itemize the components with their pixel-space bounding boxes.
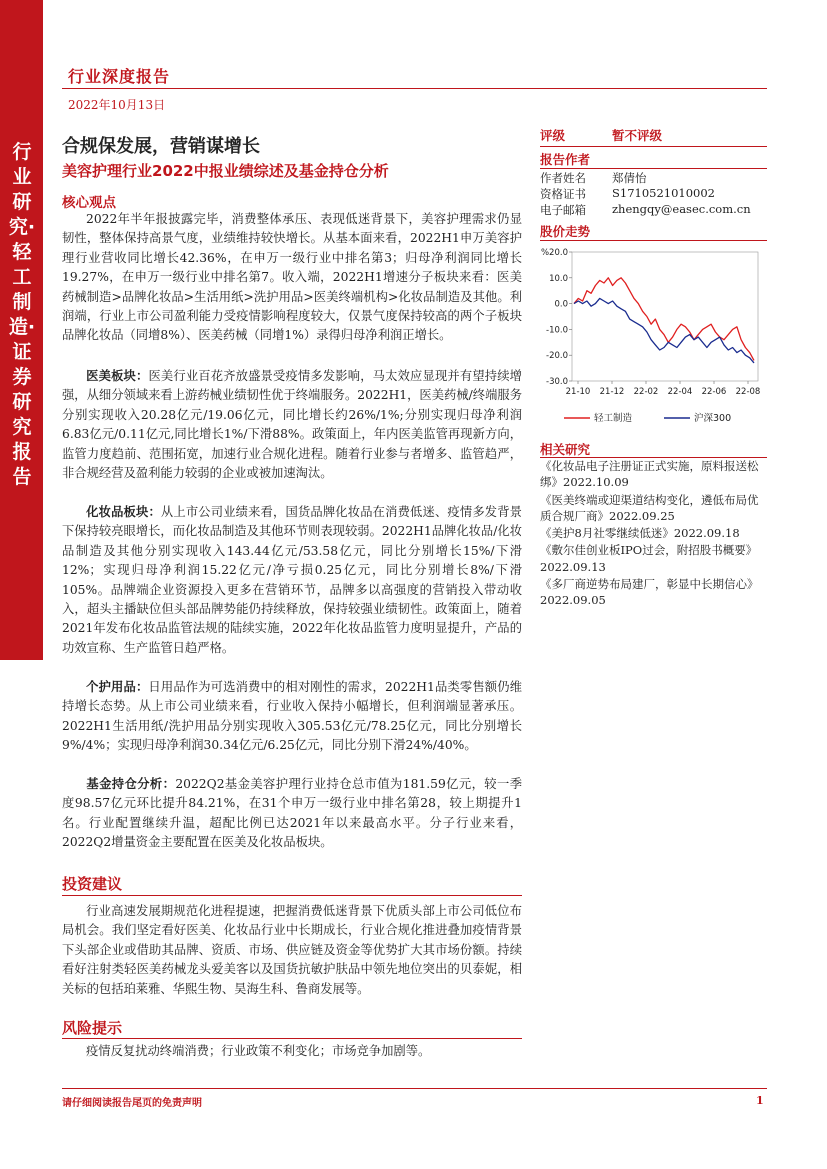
- related-item-2[interactable]: 《医美终端或迎渠道结构变化，遴低布局优质合规厂商》2022.09.25: [540, 492, 759, 523]
- paragraph-personal-care: [62, 677, 522, 756]
- paragraph-cosmetics-lead: 化妆品板块：: [86, 504, 161, 519]
- authors-heading: 报告作者: [540, 152, 591, 167]
- author-cert-key: 资格证书: [540, 187, 586, 201]
- author-name-key: 作者姓名: [540, 171, 586, 185]
- paragraph-medical-beauty: [62, 366, 522, 483]
- x-tick-label: 22-04: [667, 387, 693, 397]
- chart-legend: [560, 410, 760, 426]
- x-tick-label: 22-06: [701, 387, 727, 397]
- paragraph-overview: [62, 210, 522, 346]
- y-tick-label: -30.0: [546, 377, 568, 387]
- x-tick-label: 21-12: [599, 387, 625, 397]
- sidebar-label: 行业研究·轻工制造·证券研究报告: [8, 141, 36, 488]
- rating-value: 暂不评级: [612, 128, 663, 143]
- paragraph-fund-holdings-lead: 基金持仓分析：: [86, 776, 176, 791]
- author-email-key: 电子邮箱: [540, 203, 586, 217]
- sidebar-banner: [0, 0, 43, 660]
- x-tick-label: 21-10: [565, 387, 591, 397]
- report-type: 行业深度报告: [68, 67, 171, 86]
- related-item-4[interactable]: 《敷尔佳创业板IPO过会，附招股书概要》2022.09.13: [540, 543, 758, 574]
- stock-trend-chart: [536, 242, 767, 432]
- paragraph-cosmetics: [62, 502, 522, 658]
- x-tick-label: 22-02: [633, 387, 659, 397]
- subtitle: 美容护理行业2022中报业绩综述及基金持仓分析: [62, 162, 389, 180]
- related-item-5[interactable]: 《多厂商逆势布局建厂，彰显中长期信心》2022.09.05: [540, 577, 759, 608]
- paragraph-cosmetics-text: 从上市公司业绩来看，国货品牌化妆品在消费低迷、疫情多发背景下保持较亮眼增长，而化妆品制造及其他环节则表现较弱。2022H1品牌化妆品/化妆品制造及其他分别实现收入143.44亿元/53.58亿元，同比分别增长15%/下滑12%；实现归母净利润15.22亿元/净亏损0.25亿元，同比分别增长8%/下滑105%。品牌端企业资源投入更多在营销环节，品牌多以高强度的营销投入带动收入，超头主播缺位但头部品牌势能仍持续释放，保持较强业绩韧性。政策面上，随着2021年发布化妆品监管法规的陆续实施，2022年化妆品监管力度明显提升，产品的功效宣称、生产监管日趋严格。: [62, 505, 522, 655]
- y-tick-label: 0.0: [554, 299, 568, 310]
- footer-divider: [62, 1088, 767, 1089]
- rating-divider: [540, 146, 767, 147]
- related-heading: 相关研究: [540, 442, 591, 457]
- report-date: 2022年10月13日: [68, 98, 166, 112]
- paragraph-medical-beauty-lead: 医美板块：: [86, 368, 149, 383]
- risk-divider: [62, 1038, 522, 1039]
- trend-heading: 股价走势: [540, 224, 591, 239]
- y-tick-label: %20.0: [540, 248, 568, 258]
- author-name-value: 郑倩怡: [612, 171, 647, 185]
- author-cert-value: S1710521010002: [612, 186, 715, 200]
- section-invest: 投资建议: [62, 875, 123, 893]
- authors-divider: [540, 168, 767, 169]
- paragraph-personal-care-lead: 个护用品：: [86, 679, 149, 694]
- main-title: 合规保发展，营销谋增长: [62, 136, 260, 157]
- legend-label-light-industry: 轻工制造: [594, 413, 633, 424]
- paragraph-overview-text: 2022年半年报披露完毕，消费整体承压、表现低迷背景下，美容护理需求仍显韧性，整体保持高景气度，业绩维持较快增长。从基本面来看，2022H1申万美容护理行业营收同比增长42.36%，在申万一级行业中排名第3；归母净利润同比增长19.27%，在申万一级行业中排名第7。收入端，2022H1增速分子板块来看：医美药械制造>品牌化妆品>生活用纸>洗护用品>医美终端机构>化妆品制造及其他。利润端，行业上市公司盈利能力受疫情影响程度较大，仅景气度保持较高的两个子板块品牌化妆品（同增8%）、医美药械（同增1%）录得归母净利润正增长。: [62, 212, 522, 343]
- paragraph-personal-care-text: 日用品作为可选消费中的相对刚性的需求，2022H1品类零售额仍维持增长态势。从上市公司业绩来看，行业收入保持小幅增长，但利润端显著承压。2022H1生活用纸/洗护用品分别实现收入305.53亿元/78.25亿元，同比分别增长9%/4%；实现归母净利润30.34亿元/6.25亿元，同比分别下滑24%/40%。: [62, 680, 522, 753]
- section-core-view: 核心观点: [62, 195, 116, 211]
- paragraph-invest: [62, 902, 522, 999]
- y-tick-label: -20.0: [546, 351, 568, 362]
- author-email-value[interactable]: zhengqy@easec.com.cn: [612, 202, 751, 216]
- trend-divider: [540, 240, 767, 241]
- related-list: [540, 458, 767, 610]
- paragraph-fund-holdings-text: 2022Q2基金美容护理行业持仓总市值为181.59亿元，较一季度98.57亿元环比提升84.21%，在31个申万一级行业中排名第28，较上期提升1名。行业配置继续升温，超配比例已达2021年以来最高水平。分子行业来看，2022Q2增量资金主要配置在医美及化妆品板块。: [62, 777, 522, 850]
- paragraph-fund-holdings: [62, 774, 522, 853]
- chart-frame: [572, 252, 758, 381]
- page-number: 1: [756, 1094, 764, 1107]
- paragraph-invest-text: 行业高速发展期规范化进程提速，把握消费低迷背景下优质头部上市公司低位布局机会。我们坚定看好医美、化妆品行业中长期成长，行业合规化推进叠加疫情背景下头部企业或借助其品牌、资质、市场、供应链及资金等优势扩大其市场份额。持续看好注射类轻医美药械龙头爱美客以及国货抗敏护肤品中领先地位突出的贝泰妮，相关标的包括珀莱雅、华熙生物、昊海生科、鲁商发展等。: [62, 904, 522, 996]
- y-tick-label: 10.0: [549, 273, 568, 284]
- related-item-3[interactable]: 《美护8月社零继续低迷》2022.09.18: [540, 526, 740, 541]
- paragraph-risk: [62, 1042, 522, 1061]
- section-risk: 风险提示: [62, 1019, 123, 1037]
- footer-disclaimer[interactable]: 请仔细阅读报告尾页的免责声明: [62, 1098, 202, 1109]
- paragraph-risk-text: 疫情反复扰动终端消费；行业政策不利变化；市场竞争加剧等。: [86, 1044, 431, 1058]
- rating-label: 评级: [540, 128, 566, 143]
- series-line-csi300: [574, 298, 754, 363]
- paragraph-medical-beauty-text: 医美行业百花齐放盛景受疫情多发影响，马太效应显现并有望持续增强，从细分领域来看上游药械业绩韧性优于终端服务。2022H1，医美药械/终端服务分别实现收入20.28亿元/19.06亿元，同比增长约26%/1%;分别实现归母净利润6.83亿元/0.11亿元,同比增长1%/下滑88%。政策面上，年内医美监管再现新方向，监管力度趋前、范围拓宽，加速行业合规化进程。随着行业参与者增多、监管趋严，非合规经营及盈利能力较弱的企业或被加速淘汰。: [62, 369, 522, 481]
- x-tick-label: 22-08: [735, 387, 761, 397]
- header-divider: [62, 88, 767, 89]
- y-tick-label: -10.0: [546, 325, 568, 336]
- invest-divider: [62, 895, 522, 896]
- rating: [540, 126, 767, 144]
- related-item-1[interactable]: 《化妆品电子注册证正式实施，原料报送松绑》2022.10.09: [540, 459, 759, 490]
- legend-label-csi300: 沪深300: [694, 413, 732, 424]
